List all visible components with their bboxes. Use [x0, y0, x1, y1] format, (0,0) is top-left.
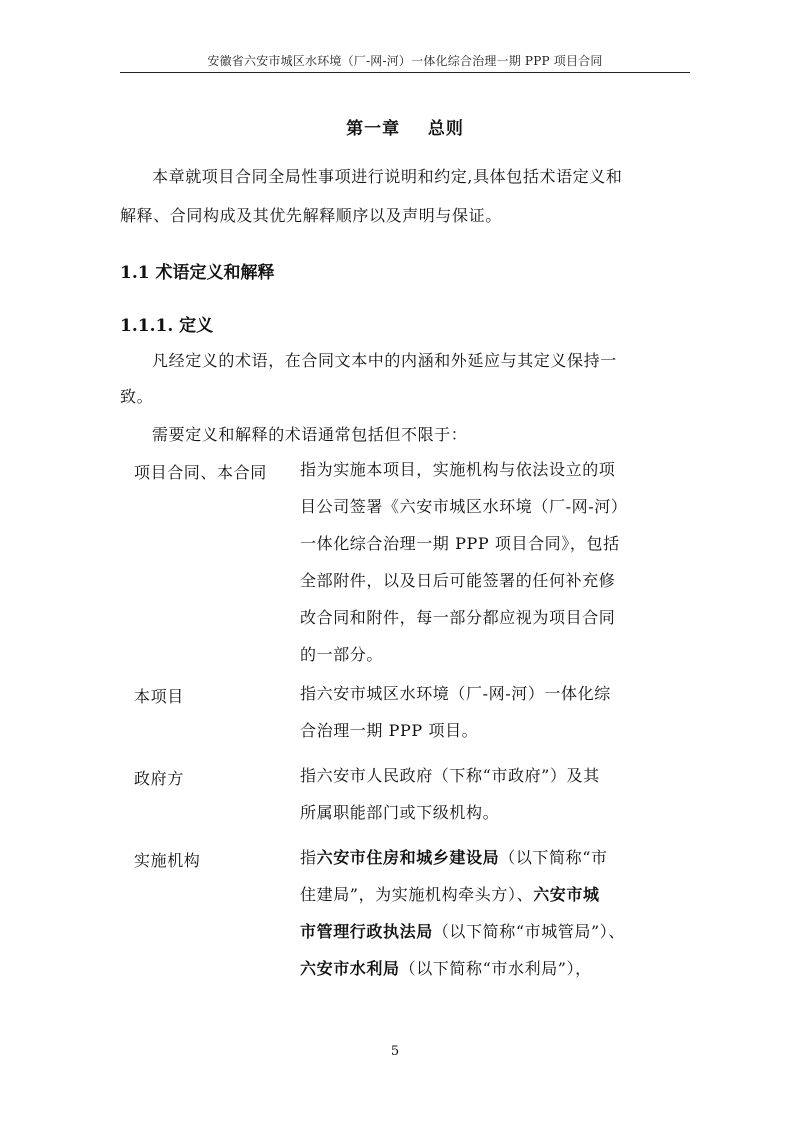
definition-line: 指为实施本项目，实施机构与依法设立的项: [300, 460, 616, 479]
term-definition-government: [300, 757, 600, 831]
text-run: 住建局”，为实施机构牵头方）、: [300, 885, 534, 904]
term-definition-project-contract: [300, 451, 627, 673]
term-label-government: 政府方: [134, 769, 184, 788]
section-heading-1-1: 1.1 术语定义和解释: [120, 263, 275, 283]
agency-name-bold: 六安市水利局: [300, 959, 400, 978]
intro-paragraph-line-2: 解释、合同构成及其优先解释顺序以及声明与保证。: [120, 206, 502, 225]
definition-line: 指六安市城区水环境（厂-网-河）一体化综: [300, 684, 611, 703]
text-run: 指: [300, 848, 317, 867]
text-run: （以下简称“市水利局”），: [399, 959, 592, 978]
definition-line: [300, 950, 625, 987]
definition-line: 一体化综合治理一期 PPP 项目合同》，包括: [300, 534, 620, 553]
agency-name-bold: 六安市城: [533, 885, 600, 904]
intro-paragraph-line-1: 本章就项目合同全局性事项进行说明和约定,具体包括术语定义和: [152, 167, 623, 186]
definition-line: [300, 913, 625, 950]
definition-line: 指六安市人民政府（下称“市政府”）及其: [300, 766, 600, 785]
definition-line: 的一部分。: [300, 645, 384, 664]
term-label-implementing-agency: 实施机构: [134, 851, 201, 870]
term-label-this-project: 本项目: [134, 687, 184, 706]
section-heading-1-1-1: 1.1.1. 定义: [120, 316, 214, 336]
definition-line: 合治理一期 PPP 项目。: [300, 721, 479, 740]
definition-paragraph-line-1: 凡经定义的术语，在合同文本中的内涵和外延应与其定义保持一: [152, 351, 617, 370]
header-divider: [120, 72, 690, 73]
running-header: 安徽省六安市城区水环境（厂-网-河）一体化综合治理一期 PPP 项目合同: [207, 54, 603, 68]
term-definition-this-project: [300, 675, 611, 749]
page-number: 5: [390, 1044, 400, 1059]
term-definition-implementing-agency: [300, 839, 625, 987]
definition-line: [300, 876, 625, 913]
agency-name-bold: 六安市住房和城乡建设局: [316, 848, 500, 867]
text-run: （以下简称“市城管局”）、: [432, 922, 625, 941]
chapter-title: 第一章 总则: [346, 119, 464, 139]
term-label-project-contract: 项目合同、本合同: [134, 463, 267, 482]
agency-name-bold: 市管理行政执法局: [300, 922, 433, 941]
definition-line: 全部附件，以及日后可能签署的任何补充修: [300, 571, 616, 590]
definition-line: [300, 839, 625, 876]
text-run: （以下简称“市: [499, 848, 608, 867]
definition-line: 目公司签署《六安市城区水环境（厂-网-河）: [300, 497, 628, 516]
definition-paragraph-line-2: 致。: [120, 387, 154, 406]
definition-line: 改合同和附件，每一部分都应视为项目合同: [300, 608, 616, 627]
terms-intro-paragraph: 需要定义和解释的术语通常包括但不限于：: [152, 425, 468, 444]
definition-line: 所属职能部门或下级机构。: [300, 803, 500, 822]
